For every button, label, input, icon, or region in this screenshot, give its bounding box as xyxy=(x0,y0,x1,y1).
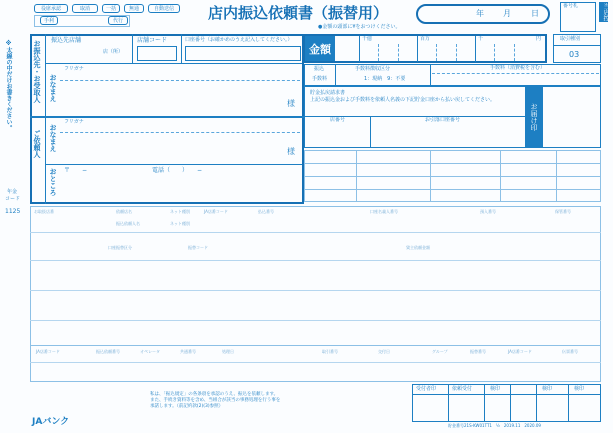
bottom-c9: 振替番号 xyxy=(470,349,486,354)
print-r2-c3: ネット種別 xyxy=(170,221,190,226)
payee-branch-label: 振込先店舗 xyxy=(51,37,82,44)
fee-label-furikomi: 振込 xyxy=(314,66,325,72)
print-r2-c2: 振込依頼人名 xyxy=(116,221,140,226)
amount-input[interactable] xyxy=(337,44,545,62)
store-no-label: 店番号 xyxy=(330,117,346,123)
date-month: 月 xyxy=(503,9,511,18)
badge-teri: 手利 xyxy=(40,16,58,25)
account-no-label: お引落口座番号 xyxy=(425,117,461,123)
bottom-c11: 伝票番号 xyxy=(562,349,578,354)
payee-section-label: お振込先・お受取人 xyxy=(33,40,41,103)
badge-daiko: 代行 xyxy=(108,16,128,25)
footer-code: 貯金番号21S-KW01TT1 ½ 2019.11 2020.09 xyxy=(448,423,541,428)
amount-unit-1: 千億 xyxy=(362,36,373,42)
print-r1-c4: JA店番コード xyxy=(204,209,228,214)
requester-phone: 電話（ ） − xyxy=(152,167,203,174)
refund-side-3: け xyxy=(530,117,538,124)
print-r1-c2: 依頼店名 xyxy=(116,209,132,214)
transfer-type-label: 取引種別 xyxy=(560,36,581,42)
payee-store-code-input[interactable] xyxy=(137,46,177,61)
bottom-c2: 振込依頼番号 xyxy=(96,349,120,354)
store-no-input[interactable] xyxy=(308,126,366,144)
payee-account-input[interactable] xyxy=(185,46,301,61)
left-code-2: コード xyxy=(5,196,21,202)
form-title: 店内振込依頼書（振替用） xyxy=(208,4,389,22)
bottom-c5: 処理日 xyxy=(222,349,234,354)
print-r1-c3: ネット種別 xyxy=(170,209,190,214)
badge-jido: 自動送信 xyxy=(148,4,180,13)
bottom-c8: グループ xyxy=(432,349,448,354)
badge-torikeshi: 取消 xyxy=(72,4,98,13)
payee-store-suffix: 店（所） xyxy=(103,49,124,55)
seal-area[interactable] xyxy=(546,88,599,146)
stamp-label-4: 検印 xyxy=(542,386,553,392)
transfer-type-value: 03 xyxy=(569,50,580,59)
stamp-area[interactable] xyxy=(413,395,600,421)
print-r3-c4: 振替コード xyxy=(188,245,208,250)
bottom-c6: 取引番号 xyxy=(322,349,338,354)
fee-total-input[interactable] xyxy=(432,73,599,85)
refund-side-2: 届 xyxy=(530,110,538,117)
print-r3-c2: 口座振替区分 xyxy=(108,245,132,250)
fee-options: 1：現納 9：不要 xyxy=(364,76,406,82)
badge-ikkatsu: 一括 xyxy=(102,4,120,13)
bottom-c4: 共通番号 xyxy=(180,349,196,354)
fee-label-tesuryo: 手数料 xyxy=(312,76,328,82)
print-r1-c8: 保管番号 xyxy=(555,209,571,214)
amount-label: 金額 xyxy=(305,36,335,61)
badge-yakuseki: 役席承認 xyxy=(34,4,68,13)
requester-postal: 〒 − xyxy=(64,167,88,174)
refund-side-1: お xyxy=(530,103,538,110)
print-r3-c7: 貸主依頼金額 xyxy=(406,245,430,250)
requester-furigana: フリガナ xyxy=(64,119,84,125)
payee-account-label: 口座番号（お確かめのうえ記入してください。） xyxy=(185,37,293,43)
stamp-label-1: 受付者印 xyxy=(416,386,437,392)
stamp-label-2: 依頼受付 xyxy=(452,386,473,392)
print-r1-c7: 預入番号 xyxy=(480,209,496,214)
payee-name-input[interactable] xyxy=(60,82,282,112)
left-code-1: 年金 xyxy=(7,189,18,195)
requester-sama: 様 xyxy=(287,147,295,156)
badge-mutsu: 無通 xyxy=(124,4,144,13)
bottom-c1: JA店番コード xyxy=(36,349,60,354)
requester-address-input[interactable] xyxy=(60,176,300,201)
payee-store-code-label: 店舗コード xyxy=(137,37,168,44)
amount-unit-3: 千 xyxy=(478,36,484,42)
amount-unit-4: 円 xyxy=(536,36,542,42)
side-label-right: 当店控 xyxy=(599,2,608,22)
requester-name-vertical: おなまえ xyxy=(49,124,57,152)
stamp-label-3: 検印 xyxy=(490,386,501,392)
payee-name-vertical: おなまえ xyxy=(49,74,57,102)
title-note: ●金額の頭部に¥をおつけください。 xyxy=(318,24,401,30)
left-code-3: 1125 xyxy=(5,208,21,215)
amount-unit-2: 百万 xyxy=(420,36,431,42)
date-day: 日 xyxy=(531,9,539,18)
refund-side-4: 印 xyxy=(530,124,538,131)
date-year: 年 xyxy=(476,9,484,18)
account-no-input[interactable] xyxy=(374,126,522,144)
print-r1-c1: お取扱店番 xyxy=(34,209,54,214)
refund-side-panel xyxy=(525,87,543,147)
bottom-c10: JA店番コード xyxy=(508,349,532,354)
print-r1-c6: 口座名義人番号 xyxy=(370,209,398,214)
fee-section-label: 手数料徴収区分 xyxy=(355,66,391,72)
print-r1-c5: 払込番号 xyxy=(258,209,274,214)
footer-text: 私は、「振込規定」の各条項を承認のうえ、振込を依頼します。 また、手続き資料等を含め、当組合が該当の事務処理を行う事を 承諾します。（前記約款(2)(3)参照） xyxy=(150,392,281,409)
payee-sama: 様 xyxy=(287,99,295,108)
bottom-c3: オペレータ xyxy=(140,349,160,354)
number-tag-label: 番号札 xyxy=(563,3,579,9)
requester-address-vertical: おところ xyxy=(49,168,57,196)
bank-name: JAバンク xyxy=(32,417,70,427)
badge-grid xyxy=(34,15,130,27)
payee-furigana: フリガナ xyxy=(64,66,84,72)
fee-total-label: 手数料（消費税を含む） xyxy=(490,65,546,71)
left-side-note: ※太線の中だけお書きください。 xyxy=(5,40,12,131)
bottom-c7: 交付日 xyxy=(378,349,390,354)
requester-name-input[interactable] xyxy=(60,134,282,162)
requester-section-label: ご依頼人 xyxy=(33,130,41,158)
refund-note: 貯金払戻請求書 上記の振込金および手数料を依頼人名義の下記貯金口座から払い戻してください。 xyxy=(310,90,496,103)
stamp-label-5: 検印 xyxy=(574,386,585,392)
